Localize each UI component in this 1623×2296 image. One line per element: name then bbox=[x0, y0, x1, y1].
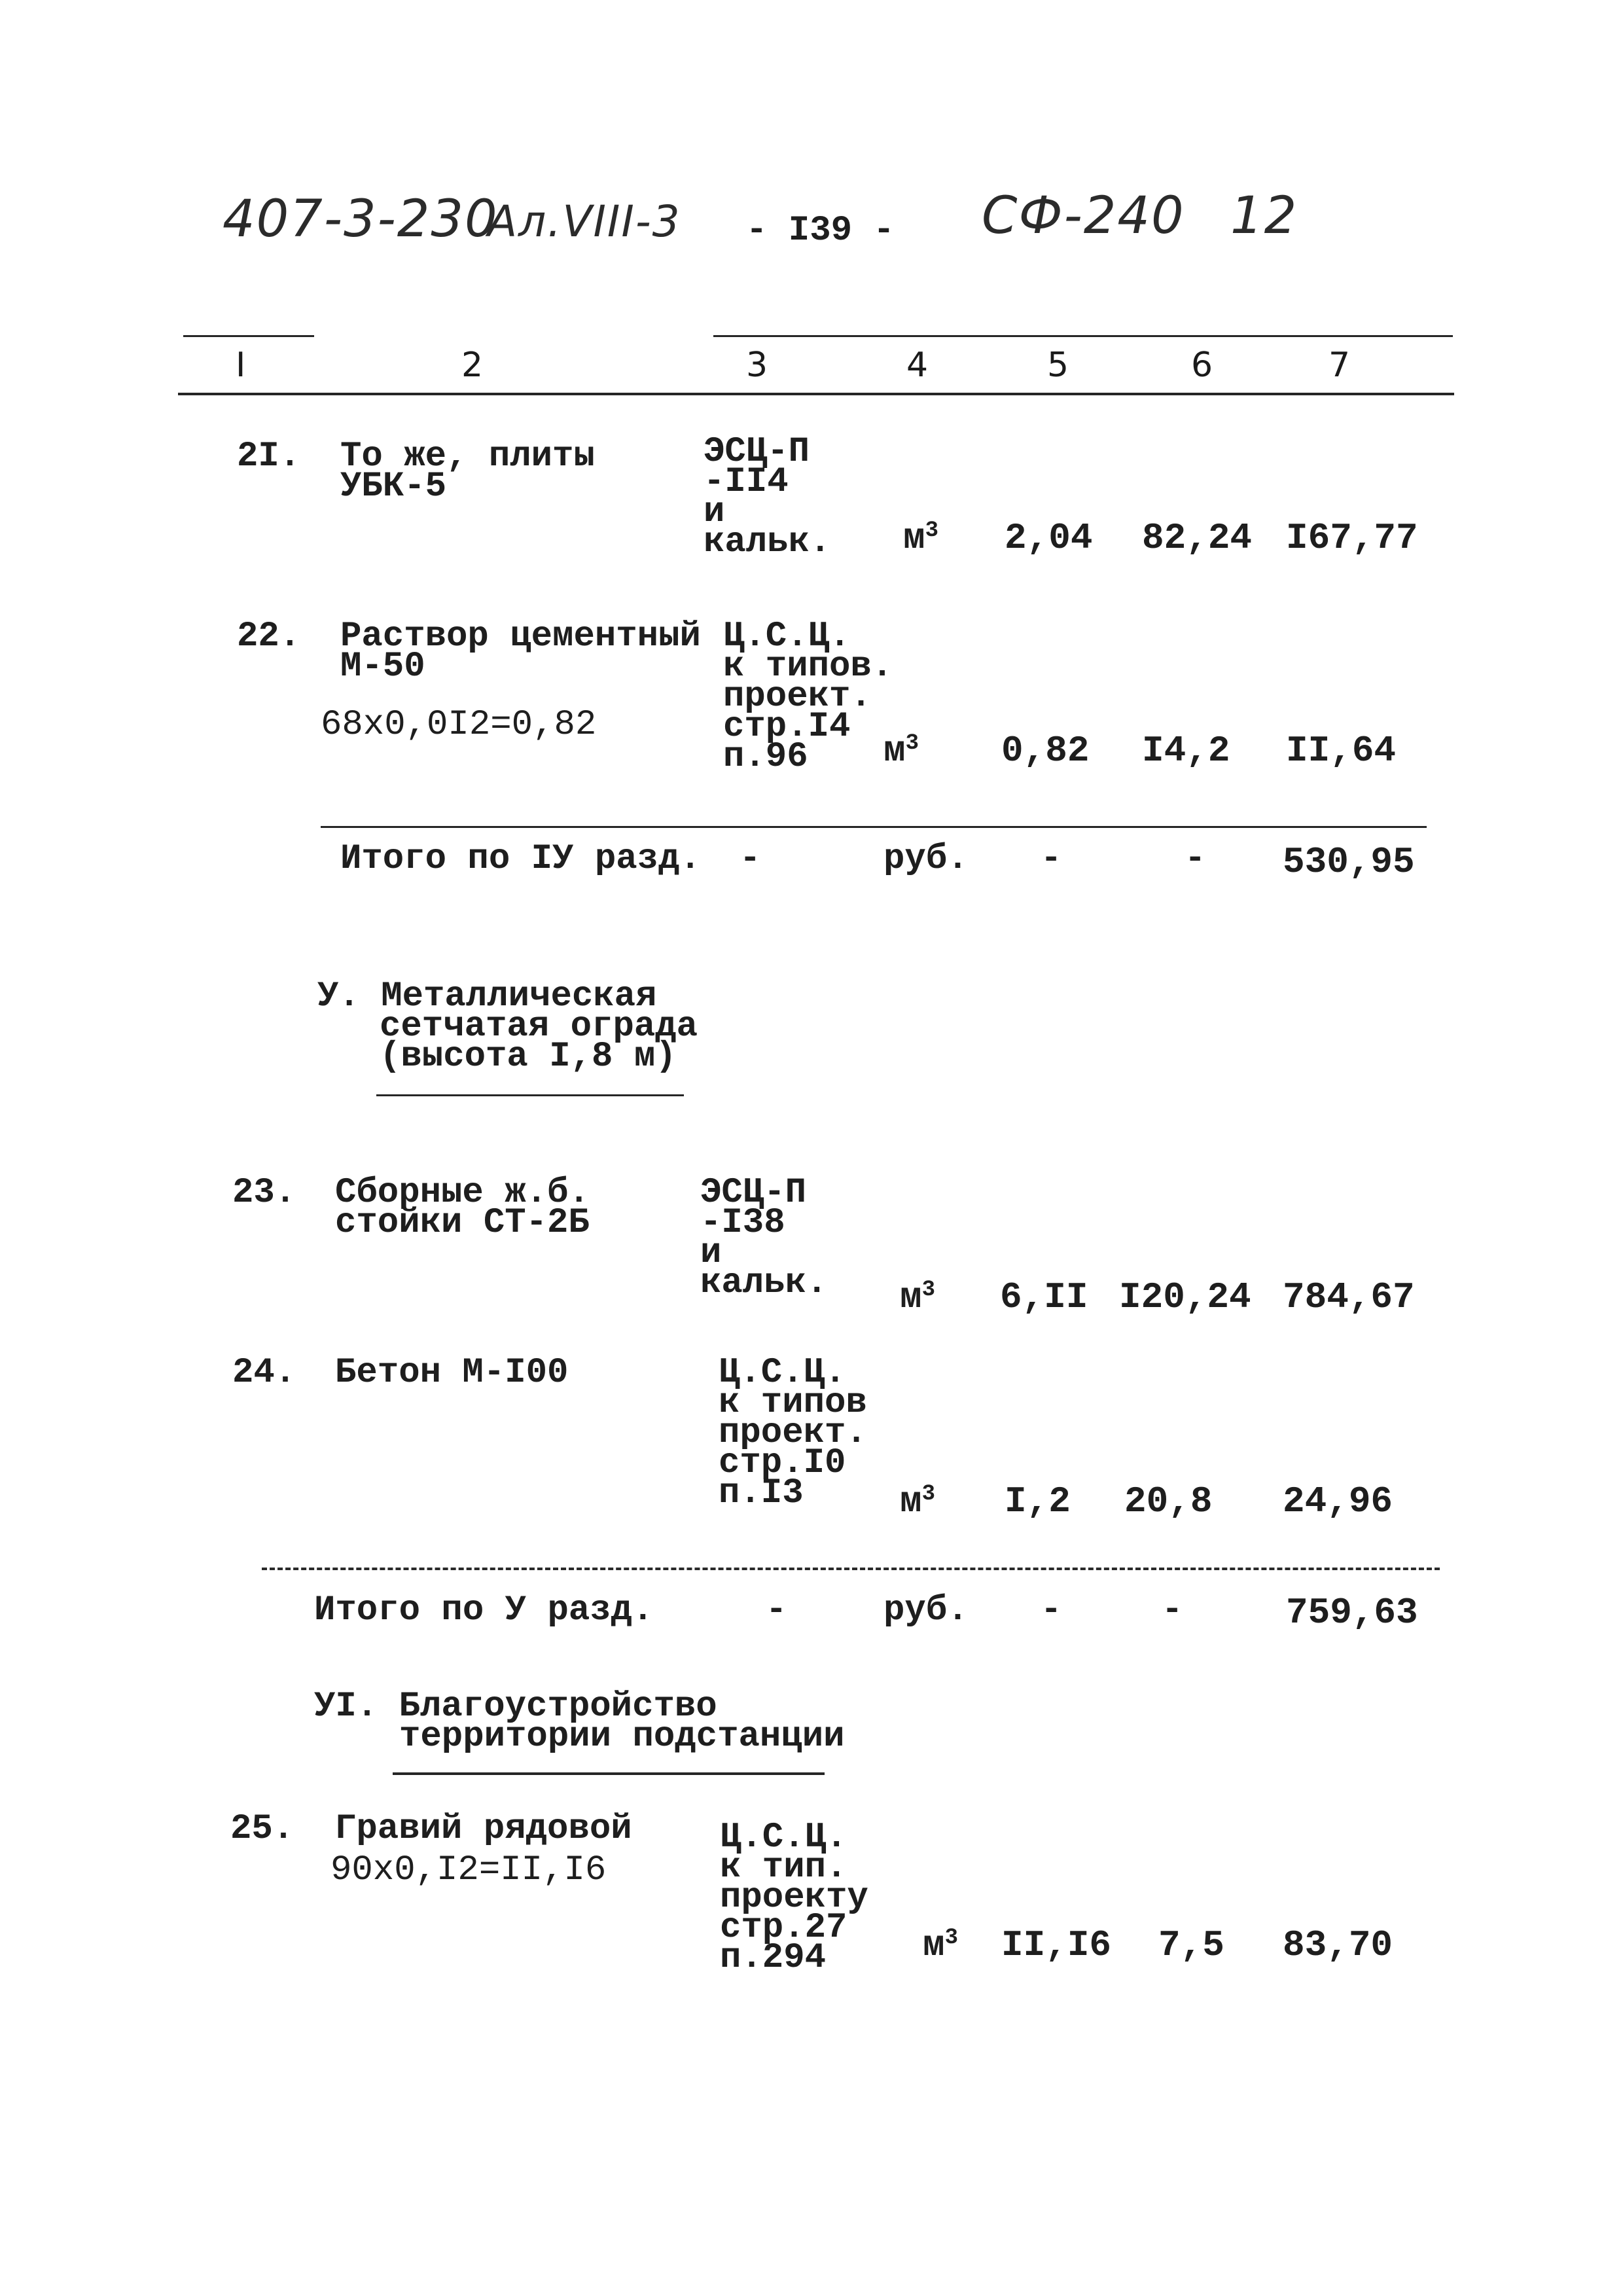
header-rule-bottom bbox=[178, 393, 1454, 395]
price-reference: ЭСЦ-П -II4 и кальк. bbox=[704, 432, 831, 562]
unit-price: 7,5 bbox=[1158, 1924, 1224, 1966]
quantity: I,2 bbox=[1005, 1480, 1071, 1522]
row-number: 23. bbox=[232, 1173, 296, 1213]
unit: $м^3$ bbox=[900, 1480, 936, 1522]
volume-calculation: 90х0,I2=II,I6 bbox=[330, 1850, 607, 1890]
quantity: II,I6 bbox=[1001, 1924, 1112, 1966]
unit-price: 82,24 bbox=[1142, 517, 1253, 559]
column-header-6: 6 bbox=[1191, 346, 1213, 385]
item-name: Сборные ж.б. стойки СТ-2Б bbox=[335, 1173, 590, 1243]
row-number: 25. bbox=[230, 1809, 294, 1849]
column-header-7: 7 bbox=[1329, 346, 1351, 385]
total-cost: 24,96 bbox=[1283, 1480, 1393, 1522]
quantity: 2,04 bbox=[1005, 517, 1093, 559]
section-title-underline bbox=[393, 1772, 825, 1775]
column-header-5: 5 bbox=[1047, 346, 1069, 385]
price-reference: ЭСЦ-П -I38 и кальк. bbox=[700, 1173, 828, 1303]
volume-calculation: 68х0,0I2=0,82 bbox=[321, 705, 597, 745]
unit-price: I4,2 bbox=[1142, 730, 1230, 772]
quantity: 0,82 bbox=[1001, 730, 1090, 772]
section-total-ref: - bbox=[766, 1590, 787, 1630]
section-total-cost: 530,95 bbox=[1283, 841, 1415, 883]
page-number: - I39 - bbox=[746, 211, 895, 251]
section-rule bbox=[321, 826, 1427, 828]
document-code: 407-3-230 bbox=[223, 190, 499, 249]
header-rule-top bbox=[713, 335, 1453, 337]
section-title-underline bbox=[376, 1094, 684, 1096]
column-header-3: 3 bbox=[746, 346, 768, 385]
section-total-qty: - bbox=[1041, 839, 1062, 879]
header-rule-segment bbox=[183, 335, 314, 337]
section-total-cost: 759,63 bbox=[1286, 1592, 1418, 1634]
row-number: 2I. bbox=[237, 437, 301, 476]
section-total-price: - bbox=[1162, 1590, 1183, 1630]
price-reference: Ц.С.Ц. к типов проект. стр.I0 п.I3 bbox=[719, 1353, 867, 1513]
unit: $м^3$ bbox=[923, 1924, 959, 1966]
section-total-label: Итого по У разд. bbox=[314, 1590, 654, 1630]
section-total-qty: - bbox=[1041, 1590, 1062, 1630]
column-header-4: 4 bbox=[906, 346, 929, 385]
total-cost: 83,70 bbox=[1283, 1924, 1393, 1966]
section-title: УI. Благоустройство территории подстанции bbox=[314, 1687, 845, 1757]
unit-price: 20,8 bbox=[1124, 1480, 1213, 1522]
item-name: То же, плиты УБК-5 bbox=[340, 437, 595, 507]
item-name: Раствор цементный М-50 bbox=[340, 617, 701, 687]
item-name: Бетон М-I00 bbox=[335, 1353, 569, 1393]
section-total-unit: руб. bbox=[883, 1590, 969, 1630]
unit: $м^3$ bbox=[900, 1276, 936, 1318]
sheet-code: СФ-240 bbox=[982, 187, 1185, 245]
total-cost: I67,77 bbox=[1286, 517, 1418, 559]
section-total-unit: руб. bbox=[883, 839, 969, 879]
sheet-number: 12 bbox=[1230, 187, 1298, 245]
column-header-2: 2 bbox=[461, 346, 484, 385]
total-cost: 784,67 bbox=[1283, 1276, 1415, 1318]
unit: $м^3$ bbox=[903, 517, 939, 559]
row-number: 24. bbox=[232, 1353, 296, 1393]
item-name: Гравий рядовой bbox=[335, 1809, 632, 1849]
unit: $м^3$ bbox=[883, 730, 919, 772]
row-number: 22. bbox=[237, 617, 301, 656]
price-reference: Ц.С.Ц. к тип. проекту стр.27 п.294 bbox=[720, 1818, 868, 1978]
total-cost: II,64 bbox=[1286, 730, 1397, 772]
section-title: У. Металлическая сетчатая ограда (высота I,8 м) bbox=[317, 977, 698, 1077]
price-reference: Ц.С.Ц. к типов. проект. стр.I4 п.96 bbox=[723, 617, 893, 777]
section-rule bbox=[262, 1568, 1440, 1570]
column-header-1: I bbox=[236, 346, 246, 385]
unit-price: I20,24 bbox=[1119, 1276, 1251, 1318]
album-code: Ал.VIII-3 bbox=[488, 196, 681, 247]
section-total-label: Итого по IУ разд. bbox=[340, 839, 701, 879]
quantity: 6,II bbox=[1000, 1276, 1088, 1318]
section-total-ref: - bbox=[740, 839, 761, 879]
section-total-price: - bbox=[1185, 839, 1206, 879]
